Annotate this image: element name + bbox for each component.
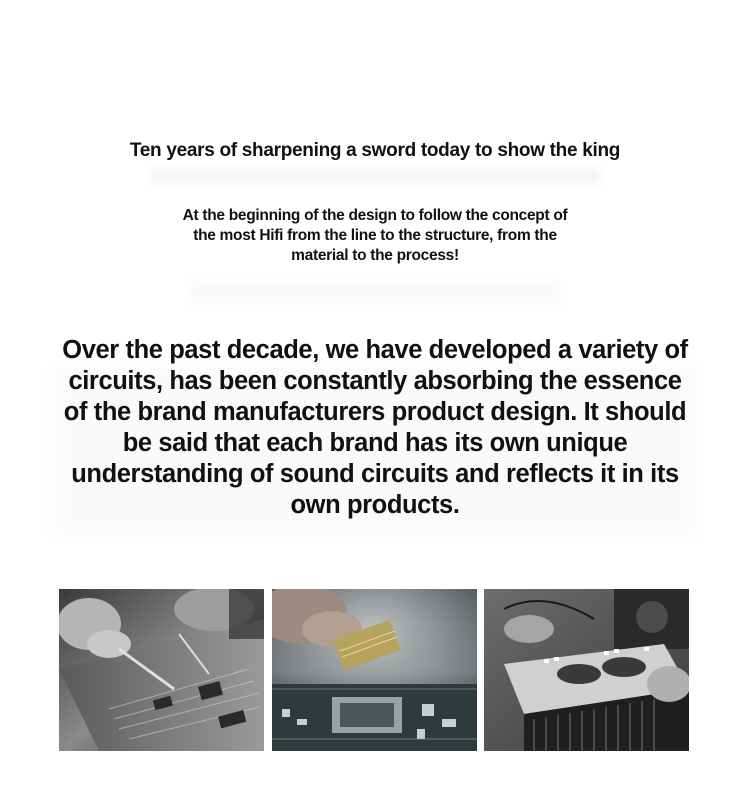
faded-intro-shadow: [190, 282, 560, 304]
section-heading: Ten years of sharpening a sword today to show the king: [129, 140, 621, 161]
amplifier-photo: [484, 589, 689, 751]
faded-heading-shadow: [150, 168, 600, 184]
body-paragraph: Over the past decade, we have developed a variety of circuits, has been constantly absorbing the essence of the brand manufacturers product design. It should be said that each brand has its own unique understanding of sound circuits and reflects it in its own products.: [62, 336, 688, 519]
chip-photo: [272, 589, 477, 751]
intro-paragraph: At the beginning of the design to follow the concept of the most Hifi from the line to the structure, from the material to the process!: [182, 207, 568, 264]
photo-gallery: [59, 589, 689, 751]
soldering-photo: [59, 589, 264, 751]
